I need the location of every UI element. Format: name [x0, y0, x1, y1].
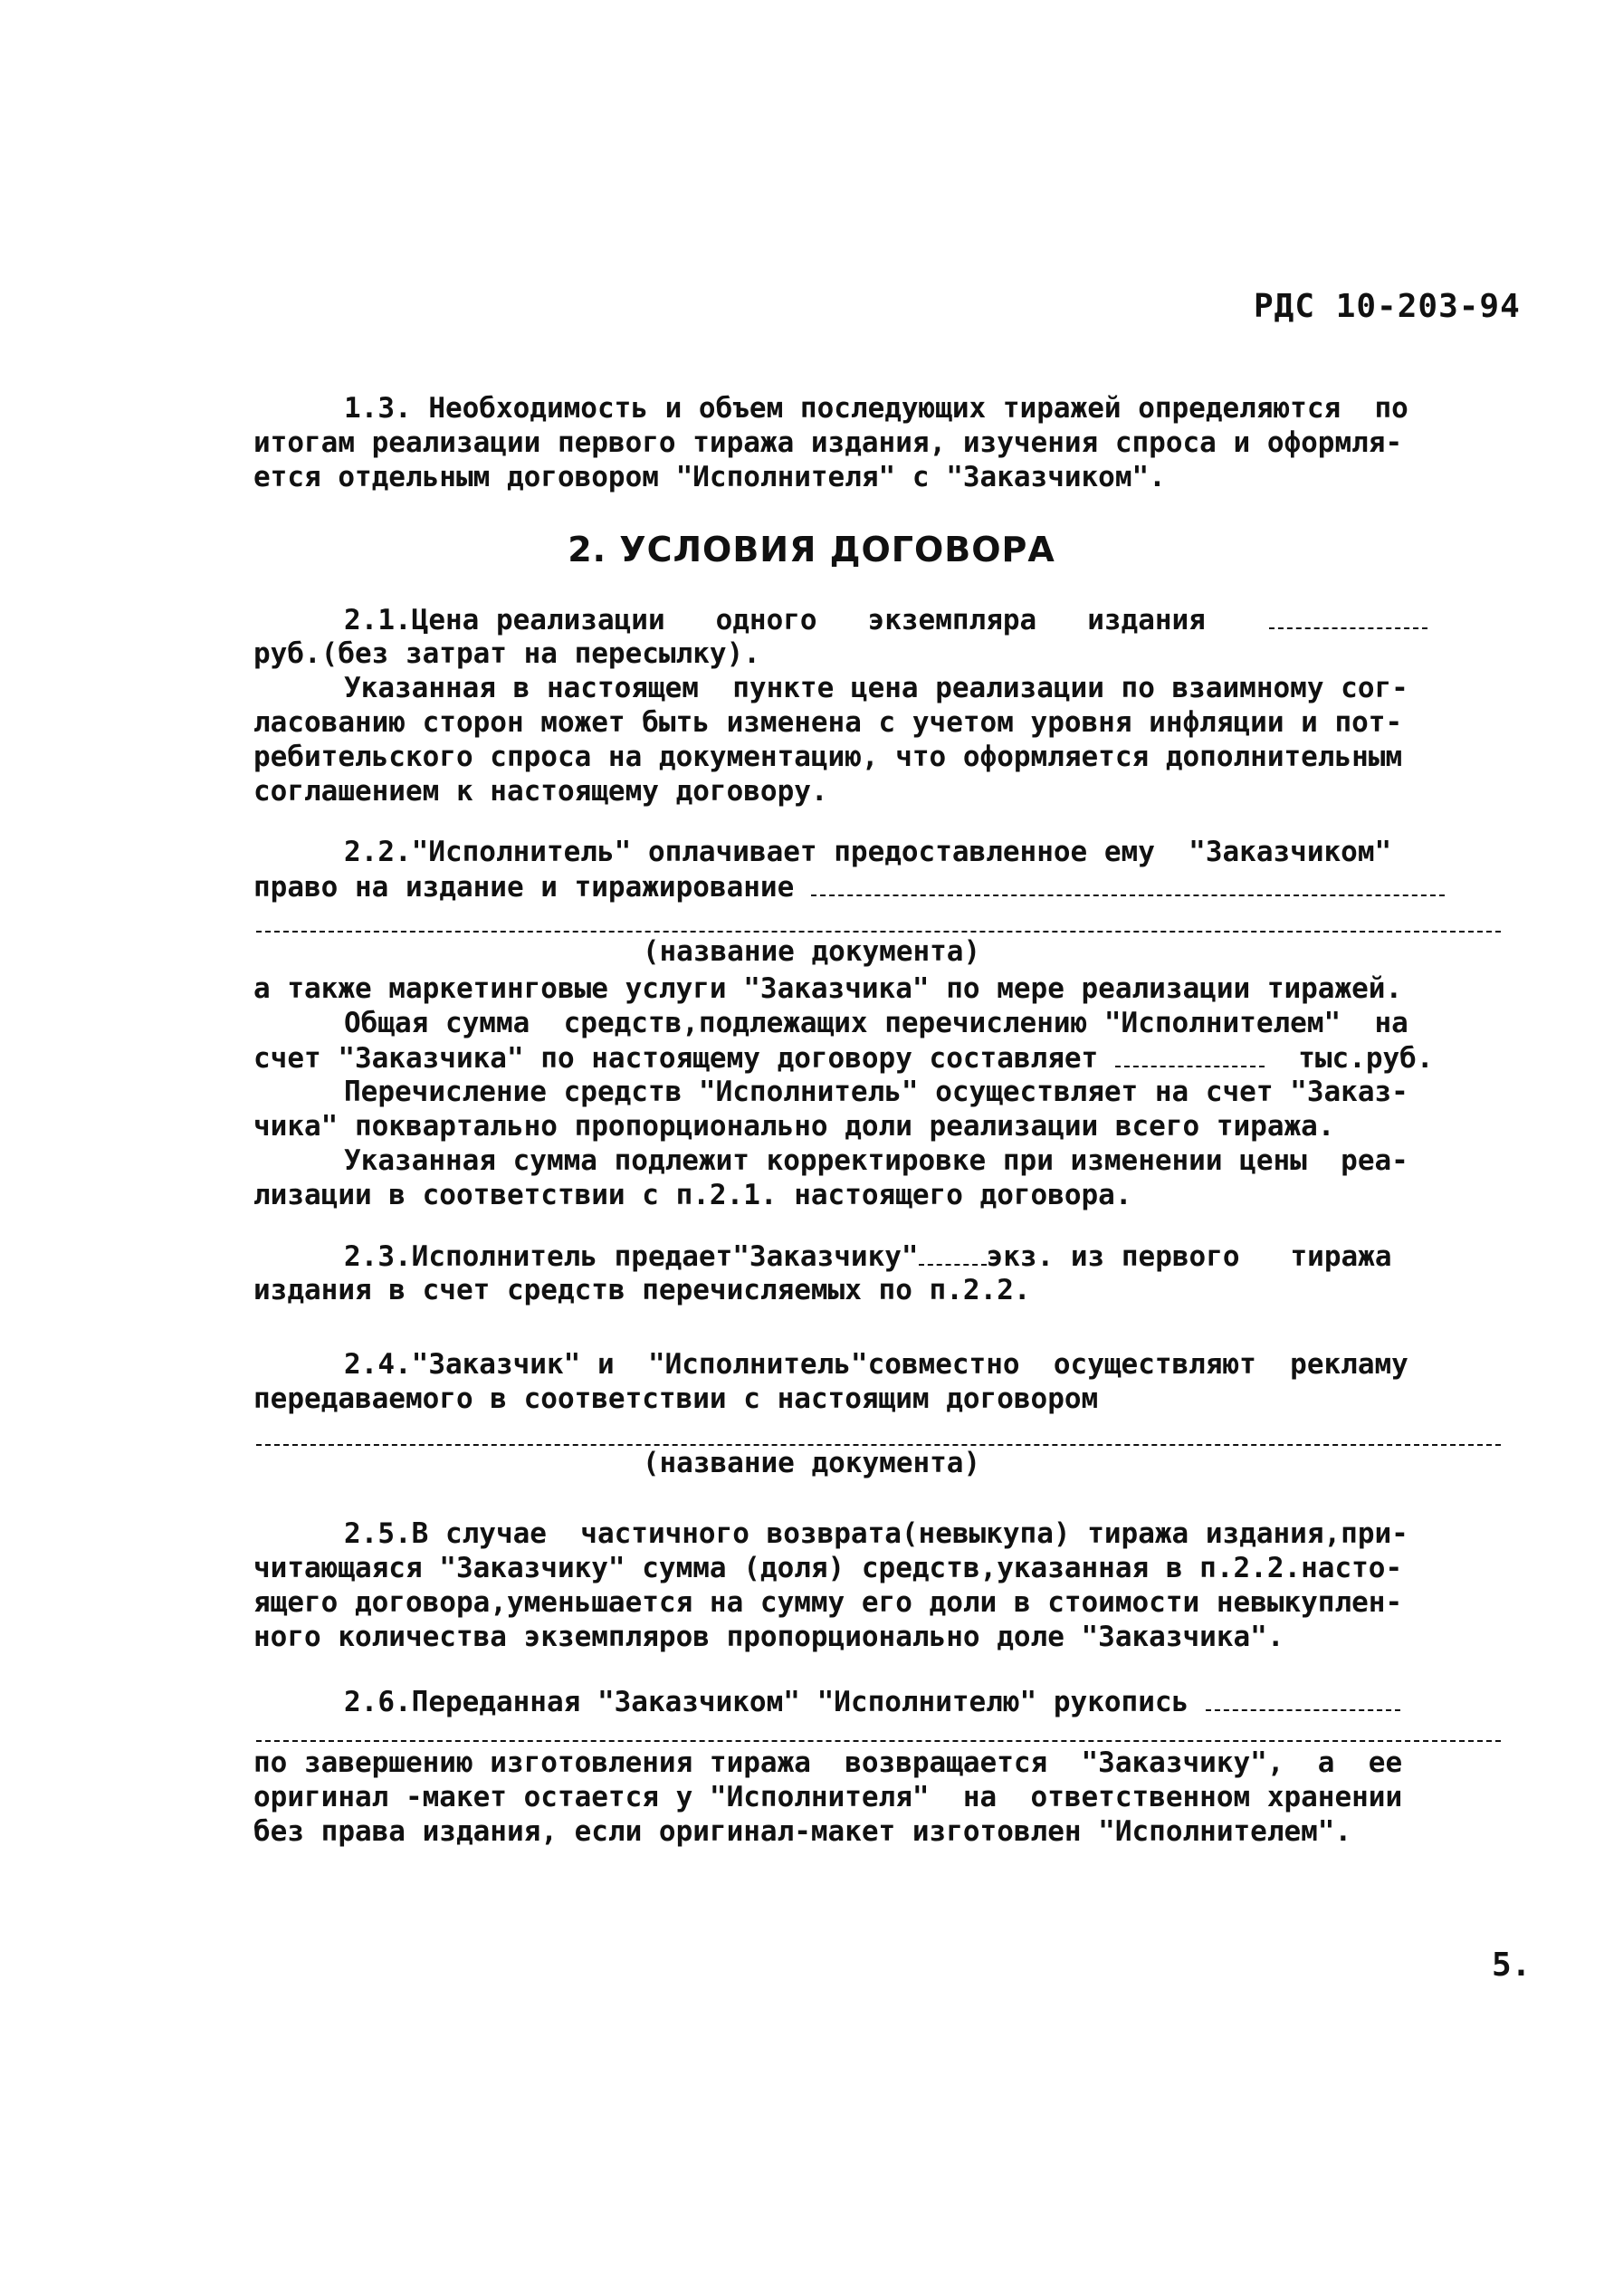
text-line: 1.3. Необходимость и объем последующих тиражей определяются по — [344, 392, 1408, 425]
text-segment: право на издание и тиражирование — [253, 871, 795, 904]
document-code: РДС 10-203-94 — [1254, 288, 1521, 325]
text-line: ется отдельным договором "Исполнителя" с "Заказчиком". — [253, 461, 1166, 493]
page-number: 5. — [1492, 1947, 1532, 1984]
blank-line — [256, 1740, 1501, 1742]
text-line: лизации в соответствии с п.2.1. настоящего договора. — [253, 1179, 1132, 1211]
text-line — [253, 1239, 1503, 1273]
text-line: ящего договора,уменьшается на сумму его доли в стоимости невыкуплен- — [253, 1586, 1403, 1619]
text-line: Указанная сумма подлежит корректировке при изменении цены реа- — [344, 1144, 1408, 1177]
text-line: ного количества экземпляров пропорционально доле "Заказчика". — [253, 1621, 1284, 1653]
paragraph-1-3 — [253, 391, 1503, 494]
text-line: чика" поквартально пропорционально доли реализации всего тиража. — [253, 1110, 1335, 1143]
manuscript-blank — [1206, 1684, 1400, 1711]
text-line: Общая сумма средств,подлежащих перечислению "Исполнителем" на — [344, 1007, 1408, 1039]
text-line: издания в счет средств перечисляемых по п.2.2. — [253, 1274, 1031, 1306]
text-segment: экз. из первого тиража — [986, 1240, 1392, 1273]
text-segment: счет "Заказчика" по настоящему договору составляет — [253, 1042, 1099, 1075]
text-line: ребительского спроса на документацию, что оформляется дополнительным — [253, 741, 1403, 773]
text-line: Перечисление средств "Исполнитель" осуществляет на счет "Заказ- — [344, 1076, 1408, 1108]
text-line: а также маркетинговые услуги "Заказчика" по мере реализации тиражей. — [253, 972, 1403, 1005]
text-line: оригинал -макет остается у "Исполнителя" на ответственном хранении — [253, 1781, 1403, 1813]
price-blank — [1269, 602, 1427, 629]
paragraph-2-1 — [253, 602, 1503, 808]
document-name-caption: (название документа) — [642, 935, 981, 968]
blank-line — [256, 1444, 1501, 1446]
text-line: по завершению изготовления тиража возвращается "Заказчику", а ее — [253, 1746, 1403, 1779]
document-name-caption: (название документа) — [642, 1447, 981, 1479]
text-line: руб.(без затрат на пересылку). — [253, 637, 760, 670]
text-line: читающаяся "Заказчику" сумма (доля) средств,указанная в п.2.2.насто- — [253, 1552, 1403, 1584]
text-line: передаваемого в соответствии с настоящим договором — [253, 1382, 1099, 1415]
text-line: без права издания, если оригинал-макет изготовлен "Исполнителем". — [253, 1815, 1352, 1848]
text-line: Указанная в настоящем пункте цена реализации по взаимному сог- — [344, 672, 1408, 704]
text-line — [253, 1040, 1503, 1075]
text-segment: 2.1.Цена реализации одного экземпляра издания — [344, 604, 1206, 636]
text-line: 2.2."Исполнитель" оплачивает предоставленное ему "Заказчиком" — [344, 836, 1392, 868]
text-line — [253, 1684, 1503, 1718]
blank-line — [256, 931, 1501, 933]
text-segment: 2.3.Исполнитель предает"Заказчику" — [344, 1240, 919, 1273]
text-line: итогам реализации первого тиража издания, изучения спроса и оформля- — [253, 426, 1403, 459]
copies-blank — [919, 1239, 987, 1266]
paragraph-2-6-continued — [253, 1746, 1503, 1849]
text-line: 2.5.В случае частичного возврата(невыкупа) тиража издания,при- — [344, 1517, 1408, 1550]
section-title: 2. УСЛОВИЯ ДОГОВОРА — [568, 530, 1055, 569]
paragraph-2-5 — [253, 1516, 1503, 1654]
paragraph-2-6 — [253, 1684, 1503, 1718]
paragraph-2-2 — [253, 835, 1503, 904]
paragraph-2-2-continued — [253, 971, 1503, 1212]
paragraph-2-4 — [253, 1347, 1503, 1416]
text-line: 2.4."Заказчик" и "Исполнитель"совместно осуществляют рекламу — [344, 1348, 1408, 1381]
text-line — [253, 602, 1503, 636]
text-line: соглашением к настоящему договору. — [253, 775, 828, 808]
text-line — [253, 869, 1503, 904]
sum-blank — [1115, 1040, 1265, 1067]
text-segment: тыс.руб. — [1298, 1042, 1434, 1075]
document-title-blank — [811, 869, 1445, 896]
text-line: ласованию сторон может быть изменена с учетом уровня инфляции и пот- — [253, 706, 1403, 739]
text-segment: 2.6.Переданная "Заказчиком" "Исполнителю" рукопись — [344, 1686, 1189, 1718]
paragraph-2-3 — [253, 1239, 1503, 1307]
